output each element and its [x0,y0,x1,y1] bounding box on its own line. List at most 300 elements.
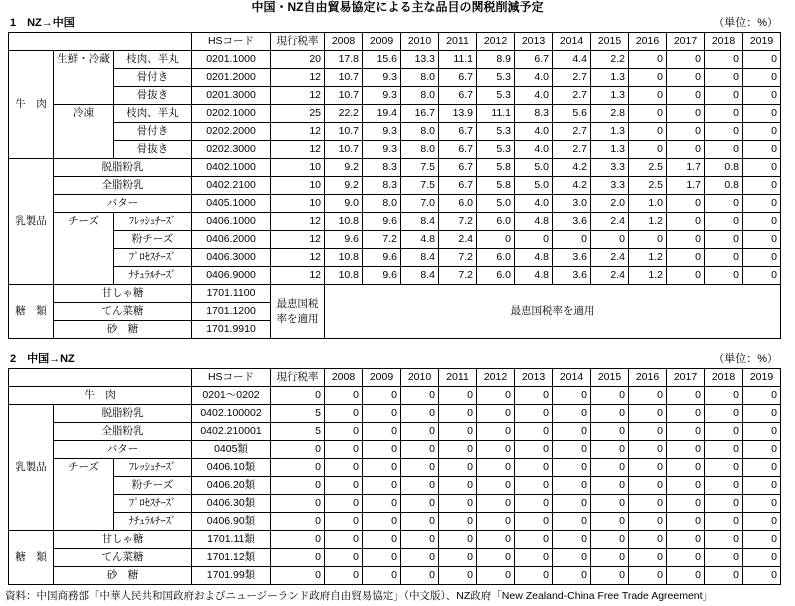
section-2-header [8,352,778,366]
rate-2012: 0 [477,549,515,567]
rate-2012: 0 [477,423,515,441]
table-row [9,405,781,423]
rate-2014: 0 [553,387,591,405]
rate-2012: 0 [477,495,515,513]
rate-2019: 0 [743,177,781,195]
rate-2010: 0 [401,387,439,405]
rate-2017: 0 [667,69,705,87]
rate-2016: 0 [629,513,667,531]
rate-2008: 0 [325,423,363,441]
item-name: ﾌﾚｯｼｭﾁｰｽﾞ [114,213,192,231]
rate-2017: 0 [667,405,705,423]
rate-2010: 7.5 [401,177,439,195]
rate-2013: 0 [515,567,553,585]
header-year-2009: 2009 [363,369,401,387]
rate-2019: 0 [743,69,781,87]
section-1-unit: （単位：%） [713,17,778,29]
rate-2015: 1.3 [591,123,629,141]
table-row [9,195,781,213]
hs-code: 0402.1000 [192,159,271,177]
item-name: 砂 糖 [54,321,192,339]
rate-2009: 8.3 [363,159,401,177]
rate-2015: 0 [591,405,629,423]
table-row [9,267,781,285]
rate-2015: 0 [591,459,629,477]
rate-2008: 17.8 [325,51,363,69]
current-rate: 12 [271,231,325,249]
table-row [9,159,781,177]
rate-2008: 0 [325,495,363,513]
hs-code: 0201.3000 [192,87,271,105]
rate-2018: 0 [705,531,743,549]
rate-2012: 6.0 [477,267,515,285]
rate-2017: 0 [667,195,705,213]
current-rate: 0 [271,441,325,459]
rate-2019: 0 [743,567,781,585]
rate-2013: 4.8 [515,213,553,231]
header-year-2015: 2015 [591,33,629,51]
rate-2019: 0 [743,459,781,477]
rate-2018: 0 [705,195,743,213]
current-rate: 12 [271,141,325,159]
rate-2018: 0 [705,441,743,459]
header-hs-code: HSコード [192,33,271,51]
current-rate: 0 [271,459,325,477]
header-year-2013: 2013 [515,369,553,387]
header-year-2012: 2012 [477,369,515,387]
rate-2009: 9.3 [363,69,401,87]
rate-2008: 10.8 [325,213,363,231]
table-row [9,231,781,249]
table-header [9,33,781,51]
subgroup-label: 生鮮・冷蔵 [54,51,114,105]
rate-2016: 0 [629,405,667,423]
rate-2010: 7.0 [401,195,439,213]
hs-code: 0202.1000 [192,105,271,123]
rate-2010: 0 [401,423,439,441]
header-year-2019: 2019 [743,33,781,51]
current-rate: 12 [271,267,325,285]
rate-2014: 3.0 [553,195,591,213]
hs-code: 0406.1000 [192,213,271,231]
rate-2013: 0 [515,531,553,549]
rate-2011: 0 [439,477,477,495]
rate-2016: 1.2 [629,267,667,285]
header-year-2017: 2017 [667,369,705,387]
rate-2017: 0 [667,531,705,549]
rate-2012: 5.3 [477,123,515,141]
rate-2015: 2.4 [591,267,629,285]
rate-2009: 0 [363,531,401,549]
rate-2017: 0 [667,441,705,459]
rate-2016: 0 [629,69,667,87]
rate-2012: 5.3 [477,69,515,87]
item-name: 粉チーズ [114,231,192,249]
hs-code: 0402.2100 [192,177,271,195]
hs-code: 1701.1200 [192,303,271,321]
rate-2013: 8.3 [515,105,553,123]
rate-2015: 0 [591,423,629,441]
rate-2011: 0 [439,423,477,441]
tariff-table-china-to-nz [8,368,781,585]
rate-2011: 6.7 [439,159,477,177]
rate-2015: 0 [591,567,629,585]
rate-2012: 6.0 [477,249,515,267]
rate-2008: 9.2 [325,177,363,195]
current-rate: 10 [271,177,325,195]
rate-2016: 2.5 [629,177,667,195]
table-row [9,249,781,267]
group-label: 牛 肉 [9,387,192,405]
rate-2008: 0 [325,513,363,531]
hs-code: 0406.90類 [192,513,271,531]
rate-2010: 8.0 [401,69,439,87]
rate-2008: 9.2 [325,159,363,177]
rate-2015: 2.2 [591,51,629,69]
table-row [9,531,781,549]
rate-2011: 6.7 [439,69,477,87]
item-name: ﾌﾟﾛｾｽﾁｰｽﾞ [114,249,192,267]
header-year-2013: 2013 [515,33,553,51]
item-name: 全脂粉乳 [54,177,192,195]
rate-2010: 0 [401,459,439,477]
header-year-2010: 2010 [401,33,439,51]
hs-code: 0406.20類 [192,477,271,495]
rate-2011: 0 [439,549,477,567]
rate-2016: 0 [629,123,667,141]
header-year-2016: 2016 [629,33,667,51]
table-row [9,549,781,567]
table-row [9,285,781,303]
rate-2008: 0 [325,531,363,549]
current-rate: 0 [271,477,325,495]
rate-2018: 0 [705,423,743,441]
rate-2014: 5.6 [553,105,591,123]
rate-2018: 0 [705,69,743,87]
header-year-2015: 2015 [591,369,629,387]
header-year-2018: 2018 [705,33,743,51]
rate-2014: 2.7 [553,123,591,141]
item-name: ﾌﾚｯｼｭﾁｰｽﾞ [114,459,192,477]
current-rate: 12 [271,69,325,87]
item-name: ﾅﾁｭﾗﾙﾁｰｽﾞ [114,513,192,531]
header-year-2008: 2008 [325,369,363,387]
rate-2016: 0 [629,51,667,69]
hs-code: 0402.210001 [192,423,271,441]
rate-2016: 1.2 [629,213,667,231]
rate-2012: 0 [477,513,515,531]
rate-2009: 7.2 [363,231,401,249]
rate-2018: 0 [705,249,743,267]
hs-code: 1701.9910 [192,321,271,339]
rate-2014: 0 [553,405,591,423]
subgroup-label: チーズ [54,213,114,285]
rate-2010: 0 [401,567,439,585]
rate-2016: 0 [629,141,667,159]
rate-2016: 2.5 [629,159,667,177]
rate-2015: 0 [591,387,629,405]
rate-2010: 0 [401,405,439,423]
header-year-2010: 2010 [401,369,439,387]
table-row [9,69,781,87]
rate-2017: 0 [667,123,705,141]
rate-2018: 0 [705,267,743,285]
table-header [9,369,781,387]
rate-2010: 0 [401,477,439,495]
rate-2011: 0 [439,531,477,549]
rate-2017: 0 [667,213,705,231]
rate-2010: 8.4 [401,249,439,267]
group-label: 糖 類 [9,285,54,339]
table-body [9,51,781,339]
rate-2011: 7.2 [439,213,477,231]
rate-2014: 4.2 [553,177,591,195]
table-row [9,105,781,123]
hs-code: 0201.1000 [192,51,271,69]
rate-2011: 0 [439,495,477,513]
rate-2012: 0 [477,441,515,459]
rate-2012: 0 [477,531,515,549]
item-name: バター [54,441,192,459]
item-name: ﾅﾁｭﾗﾙﾁｰｽﾞ [114,267,192,285]
rate-2017: 0 [667,495,705,513]
rate-2009: 0 [363,477,401,495]
item-name: 骨付き [114,69,192,87]
rate-2008: 0 [325,477,363,495]
rate-2009: 9.3 [363,87,401,105]
rate-2017: 0 [667,423,705,441]
rate-2010: 13.3 [401,51,439,69]
rate-2017: 0 [667,267,705,285]
rate-2009: 0 [363,405,401,423]
rate-2014: 2.7 [553,141,591,159]
rate-2013: 0 [515,423,553,441]
hs-code: 0202.3000 [192,141,271,159]
rate-2015: 0 [591,495,629,513]
rate-2015: 3.3 [591,177,629,195]
rate-2017: 0 [667,87,705,105]
rate-2013: 0 [515,387,553,405]
rate-2017: 0 [667,549,705,567]
rate-2015: 0 [591,531,629,549]
header-year-2016: 2016 [629,369,667,387]
rate-2017: 0 [667,141,705,159]
rate-2009: 9.3 [363,123,401,141]
hs-code: 0201.2000 [192,69,271,87]
rate-2016: 0 [629,477,667,495]
rate-2016: 0 [629,549,667,567]
rate-2011: 2.4 [439,231,477,249]
rate-2019: 0 [743,51,781,69]
group-label: 乳製品 [9,405,54,531]
document-title: 中国・NZ自由貿易協定による主な品目の関税削減予定 [251,0,544,14]
item-name: 骨付き [114,123,192,141]
rate-2013: 0 [515,495,553,513]
rate-2011: 13.9 [439,105,477,123]
table-row [9,441,781,459]
rate-2010: 8.0 [401,123,439,141]
rate-2019: 0 [743,141,781,159]
table-row [9,213,781,231]
rate-2009: 0 [363,459,401,477]
rate-2011: 0 [439,405,477,423]
rate-2017: 0 [667,105,705,123]
rate-2017: 1.7 [667,177,705,195]
header-year-2009: 2009 [363,33,401,51]
group-label: 乳製品 [9,159,54,285]
rate-2019: 0 [743,387,781,405]
item-name: 枝肉、半丸 [114,105,192,123]
rate-2009: 0 [363,513,401,531]
rate-2017: 0 [667,387,705,405]
hs-code: 0202.2000 [192,123,271,141]
rate-2009: 8.0 [363,195,401,213]
rate-2018: 0 [705,549,743,567]
rate-2018: 0 [705,495,743,513]
table-row [9,477,781,495]
rate-2016: 1.0 [629,195,667,213]
item-name: 脱脂粉乳 [54,405,192,423]
item-name: 骨抜き [114,141,192,159]
rate-2018: 0.8 [705,177,743,195]
rate-2014: 0 [553,495,591,513]
rate-2010: 8.4 [401,213,439,231]
rate-2008: 0 [325,549,363,567]
rate-2008: 10.7 [325,123,363,141]
rate-2010: 8.4 [401,267,439,285]
table-row [9,123,781,141]
rate-2014: 2.7 [553,87,591,105]
table-row [9,423,781,441]
header-year-2014: 2014 [553,369,591,387]
rate-2009: 19.4 [363,105,401,123]
item-name: 脱脂粉乳 [54,159,192,177]
rate-2014: 0 [553,423,591,441]
rate-2016: 0 [629,495,667,513]
rate-2013: 0 [515,549,553,567]
rate-2019: 0 [743,213,781,231]
hs-code: 0406.30類 [192,495,271,513]
rate-2018: 0 [705,87,743,105]
rate-2010: 0 [401,495,439,513]
current-rate: 5 [271,405,325,423]
rate-2011: 0 [439,387,477,405]
rate-2018: 0 [705,459,743,477]
rate-2010: 16.7 [401,105,439,123]
rate-2008: 0 [325,459,363,477]
rate-2018: 0 [705,105,743,123]
rate-2013: 4.8 [515,249,553,267]
rate-2011: 6.7 [439,141,477,159]
header-corner [9,33,192,51]
rate-2009: 0 [363,423,401,441]
rate-2009: 0 [363,567,401,585]
rate-2009: 0 [363,495,401,513]
rate-2019: 0 [743,531,781,549]
rate-2018: 0 [705,51,743,69]
rate-2010: 4.8 [401,231,439,249]
rate-2015: 0 [591,441,629,459]
current-rate: 12 [271,249,325,267]
rate-2015: 0 [591,231,629,249]
rate-2015: 3.3 [591,159,629,177]
rate-2016: 0 [629,387,667,405]
rate-2013: 0 [515,477,553,495]
rate-2016: 0 [629,567,667,585]
header-row [9,369,781,387]
rate-2014: 0 [553,549,591,567]
rate-2014: 3.6 [553,249,591,267]
rate-2009: 9.6 [363,267,401,285]
rate-2018: 0 [705,567,743,585]
hs-code: 0405.1000 [192,195,271,213]
header-year-2014: 2014 [553,33,591,51]
hs-code: 0406.10類 [192,459,271,477]
rate-2014: 0 [553,231,591,249]
hs-code: 0201～0202 [192,387,271,405]
table-row [9,141,781,159]
current-rate: 0 [271,531,325,549]
rate-2014: 2.7 [553,69,591,87]
rate-2015: 1.3 [591,87,629,105]
current-rate: 0 [271,513,325,531]
item-name: ﾌﾟﾛｾｽﾁｰｽﾞ [114,495,192,513]
rate-2019: 0 [743,105,781,123]
header-year-2011: 2011 [439,369,477,387]
rate-2018: 0 [705,231,743,249]
rate-2013: 4.0 [515,123,553,141]
table-row [9,567,781,585]
rate-2019: 0 [743,423,781,441]
item-name: 粉チーズ [114,477,192,495]
group-label: 糖 類 [9,531,54,585]
item-name: 骨抜き [114,87,192,105]
rate-2011: 6.0 [439,195,477,213]
rate-2008: 0 [325,405,363,423]
rate-2015: 0 [591,513,629,531]
current-rate-note: 最恵国税率を適用 [271,285,325,339]
group-label: 牛 肉 [9,51,54,159]
rate-2009: 0 [363,441,401,459]
table-row [9,177,781,195]
rate-2018: 0 [705,405,743,423]
rate-2018: 0 [705,123,743,141]
rate-2019: 0 [743,495,781,513]
rate-2013: 0 [515,441,553,459]
rate-2013: 4.0 [515,87,553,105]
rate-2014: 0 [553,513,591,531]
rate-2013: 6.7 [515,51,553,69]
rate-2014: 3.6 [553,267,591,285]
section-2-unit: （単位：%） [713,353,778,365]
source-note: 資料：中国商務部「中華人民共和国政府およびニュージーランド政府自由貿易協定」（中文版）、NZ政府「New Zealand-China Free Trade Agreement」 [5,590,714,602]
rate-2009: 0 [363,549,401,567]
rate-2016: 0 [629,459,667,477]
rate-2008: 10.8 [325,267,363,285]
header-year-2008: 2008 [325,33,363,51]
rate-2016: 0 [629,423,667,441]
rate-2019: 0 [743,405,781,423]
rate-2019: 0 [743,249,781,267]
rate-2013: 5.0 [515,159,553,177]
rate-2016: 0 [629,87,667,105]
table-row [9,87,781,105]
rate-2008: 9.6 [325,231,363,249]
header-year-2019: 2019 [743,369,781,387]
header-year-2011: 2011 [439,33,477,51]
rate-2013: 0 [515,231,553,249]
rate-2018: 0 [705,387,743,405]
